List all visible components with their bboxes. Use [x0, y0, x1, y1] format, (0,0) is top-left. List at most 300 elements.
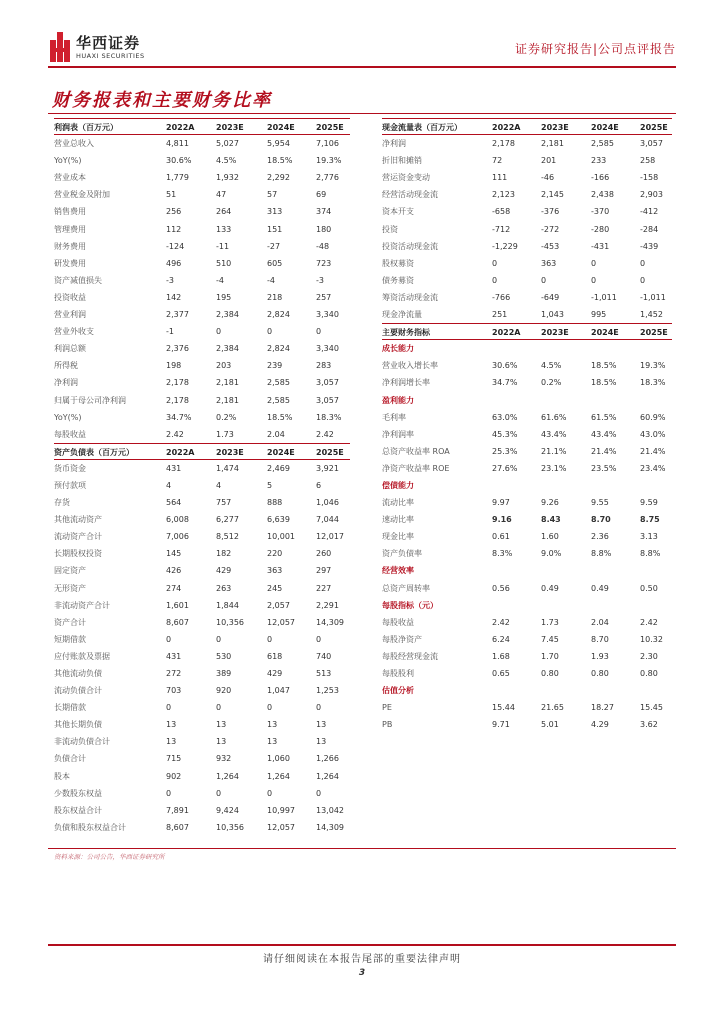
- value-cell: 3,340: [316, 344, 339, 354]
- value-cell: 4: [216, 480, 222, 490]
- row-label: 现金净流量: [382, 310, 422, 320]
- value-cell: 1,047: [267, 686, 290, 696]
- value-cell: 363: [267, 566, 283, 576]
- value-cell: 6: [316, 480, 322, 490]
- value-cell: -376: [541, 207, 560, 217]
- year-header-cell: 2025E: [316, 447, 344, 457]
- value-cell: 0: [267, 327, 273, 337]
- table-row: [382, 169, 672, 186]
- table-row: [382, 528, 672, 545]
- row-label: 研发费用: [54, 258, 86, 268]
- value-cell: 47: [216, 190, 227, 200]
- value-cell: 0: [492, 275, 498, 285]
- row-label: 营业总收入: [54, 139, 94, 149]
- value-cell: 57: [267, 190, 278, 200]
- value-cell: 257: [316, 292, 332, 302]
- value-cell: 0: [591, 258, 597, 268]
- value-cell: 605: [267, 258, 283, 268]
- value-cell: 251: [492, 310, 508, 320]
- value-cell: 10,356: [216, 822, 244, 832]
- table-row: [54, 768, 350, 785]
- table-group-row: [382, 562, 672, 579]
- row-label: 净利润: [54, 378, 78, 388]
- table-row: [54, 785, 350, 802]
- table-row: [382, 716, 672, 733]
- year-header-cell: 2023E: [541, 123, 569, 132]
- value-cell: 2.36: [591, 532, 609, 542]
- value-cell: 61.6%: [541, 412, 567, 422]
- value-cell: 227: [316, 583, 332, 593]
- table-group-row: [382, 597, 672, 614]
- value-cell: 6,277: [216, 515, 239, 525]
- row-label: 每股指标（元）: [382, 600, 438, 610]
- table-header-row: [382, 323, 672, 340]
- value-cell: 0: [267, 703, 273, 713]
- value-cell: 23.4%: [640, 463, 666, 473]
- row-label: 每股收益: [382, 617, 414, 627]
- value-cell: 4.29: [591, 720, 609, 730]
- value-cell: 0: [216, 703, 222, 713]
- value-cell: 233: [591, 156, 607, 166]
- table-header-row: [54, 443, 350, 460]
- row-label: 其他长期负债: [54, 720, 102, 730]
- value-cell: 12,057: [267, 617, 295, 627]
- table-row: [382, 255, 672, 272]
- value-cell: 0.2%: [216, 412, 237, 422]
- table-row: [382, 631, 672, 648]
- value-cell: -280: [591, 224, 610, 234]
- row-label: 负债合计: [54, 754, 86, 764]
- value-cell: 1,264: [267, 771, 290, 781]
- table-row: [382, 289, 672, 306]
- row-label: 总资产收益率 ROA: [382, 446, 450, 456]
- row-label: 销售费用: [54, 207, 86, 217]
- table-row: [382, 443, 672, 460]
- value-cell: 0: [216, 788, 222, 798]
- value-cell: 9.59: [640, 498, 658, 508]
- value-cell: -11: [216, 241, 230, 251]
- value-cell: 51: [166, 190, 177, 200]
- value-cell: 8.3%: [492, 549, 513, 559]
- table-bottom-divider: [48, 848, 676, 849]
- value-cell: 1,046: [316, 498, 339, 508]
- value-cell: 111: [492, 173, 508, 183]
- row-label: 经营活动现金流: [382, 190, 438, 200]
- value-cell: 8,607: [166, 822, 189, 832]
- value-cell: 145: [166, 549, 182, 559]
- row-label: 资产减值损失: [54, 275, 102, 285]
- value-cell: 9,424: [216, 805, 239, 815]
- value-cell: 1.68: [492, 651, 510, 661]
- value-cell: 182: [216, 549, 232, 559]
- value-cell: 274: [166, 583, 182, 593]
- value-cell: 30.6%: [166, 156, 192, 166]
- table-row: [54, 648, 350, 665]
- table-row: [54, 802, 350, 819]
- value-cell: 2.42: [166, 429, 184, 439]
- value-cell: 0.2%: [541, 378, 562, 388]
- table-row: [382, 614, 672, 631]
- value-cell: 0: [267, 634, 273, 644]
- row-label: 主要财务指标: [382, 328, 430, 338]
- value-cell: -4: [267, 275, 275, 285]
- value-cell: -1,229: [492, 241, 518, 251]
- row-label: 筹资活动现金流: [382, 292, 438, 302]
- row-label: 净利润: [382, 139, 406, 149]
- year-header-cell: 2024E: [591, 328, 619, 338]
- value-cell: 239: [267, 361, 283, 371]
- value-cell: 0: [267, 788, 273, 798]
- table-row: [54, 238, 350, 255]
- table-row: [54, 528, 350, 545]
- row-label: 管理费用: [54, 224, 86, 234]
- value-cell: 69: [316, 190, 327, 200]
- table-row: [382, 374, 672, 391]
- table-row: [382, 580, 672, 597]
- table-row: [54, 477, 350, 494]
- value-cell: 2,377: [166, 310, 189, 320]
- value-cell: 4.5%: [216, 156, 237, 166]
- table-row: [54, 580, 350, 597]
- value-cell: 264: [216, 207, 232, 217]
- table-row: [54, 716, 350, 733]
- value-cell: 8.43: [541, 515, 561, 525]
- value-cell: 0.80: [640, 669, 658, 678]
- value-cell: 14,309: [316, 822, 344, 832]
- value-cell: -1,011: [640, 292, 666, 302]
- table-row: [54, 699, 350, 716]
- table-row: [382, 221, 672, 238]
- table-row: [382, 665, 672, 682]
- value-cell: 0: [316, 788, 322, 798]
- value-cell: 7,044: [316, 515, 339, 525]
- value-cell: -27: [267, 241, 281, 251]
- year-header-cell: 2022A: [492, 123, 521, 132]
- value-cell: 389: [216, 669, 232, 678]
- row-label: 折旧和摊销: [382, 156, 422, 166]
- row-label: 净资产收益率 ROE: [382, 463, 450, 473]
- value-cell: 15.44: [492, 703, 515, 713]
- value-cell: 618: [267, 651, 283, 661]
- huaxi-logo: [48, 30, 158, 64]
- value-cell: 0: [316, 327, 322, 337]
- value-cell: 19.3%: [640, 361, 666, 371]
- value-cell: 8.8%: [640, 549, 661, 559]
- value-cell: 426: [166, 566, 182, 576]
- value-cell: 18.5%: [267, 156, 293, 166]
- page-number: 3: [358, 968, 366, 978]
- year-header-cell: 2023E: [216, 123, 244, 132]
- row-label: 存货: [54, 498, 70, 508]
- value-cell: 7,106: [316, 139, 339, 149]
- left-financial-table: [54, 118, 350, 836]
- value-cell: 0: [316, 634, 322, 644]
- value-cell: 374: [316, 207, 332, 217]
- table-row: [54, 733, 350, 750]
- value-cell: 9.16: [492, 515, 512, 525]
- value-cell: 2.42: [316, 429, 334, 439]
- table-group-row: [382, 682, 672, 699]
- value-cell: 23.1%: [541, 463, 567, 473]
- row-label: 少数股东权益: [54, 788, 102, 798]
- table-row: [382, 426, 672, 443]
- year-header-cell: 2022A: [166, 123, 195, 132]
- row-label: 预付款项: [54, 480, 86, 490]
- value-cell: 133: [216, 224, 232, 234]
- value-cell: 13: [216, 737, 227, 747]
- table-row: [54, 255, 350, 272]
- row-label: 营业税金及附加: [54, 190, 110, 200]
- table-row: [54, 614, 350, 631]
- value-cell: -48: [316, 241, 330, 251]
- value-cell: 2,291: [316, 600, 339, 610]
- row-label: 货币资金: [54, 463, 86, 473]
- value-cell: 3,057: [316, 378, 339, 388]
- value-cell: 1.60: [541, 532, 559, 542]
- row-label: 流动负债合计: [54, 686, 102, 696]
- value-cell: 4,811: [166, 139, 189, 149]
- table-row: [54, 545, 350, 562]
- value-cell: 142: [166, 292, 182, 302]
- value-cell: 258: [640, 156, 656, 166]
- value-cell: 18.5%: [591, 378, 617, 388]
- value-cell: 2,824: [267, 310, 290, 320]
- value-cell: 0.65: [492, 669, 510, 678]
- value-cell: 2,057: [267, 600, 290, 610]
- row-label: 应付账款及票据: [54, 651, 110, 661]
- row-label: 现金比率: [382, 532, 414, 542]
- row-label: YoY(%): [54, 412, 82, 422]
- value-cell: 2,376: [166, 344, 189, 354]
- right-financial-table: [382, 118, 672, 733]
- value-cell: 220: [267, 549, 283, 559]
- value-cell: 8.75: [640, 515, 660, 525]
- row-label: PE: [382, 703, 392, 713]
- table-row: [382, 409, 672, 426]
- table-row: [54, 409, 350, 426]
- table-row: [382, 238, 672, 255]
- table-row: [54, 665, 350, 682]
- value-cell: 6.24: [492, 634, 510, 644]
- table-row: [54, 511, 350, 528]
- value-cell: 218: [267, 292, 283, 302]
- value-cell: 18.3%: [316, 412, 342, 422]
- value-cell: 0.56: [492, 583, 510, 593]
- value-cell: 2,178: [166, 395, 189, 405]
- value-cell: 431: [166, 651, 182, 661]
- report-type: 证券研究报告|公司点评报告: [514, 42, 676, 56]
- value-cell: 27.6%: [492, 463, 518, 473]
- row-label: 利润总额: [54, 344, 86, 354]
- value-cell: 932: [216, 754, 232, 764]
- value-cell: 1,060: [267, 754, 290, 764]
- row-label: 流动比率: [382, 498, 414, 508]
- row-label: 营业成本: [54, 173, 86, 183]
- value-cell: -658: [492, 207, 511, 217]
- value-cell: 2,824: [267, 344, 290, 354]
- value-cell: 530: [216, 651, 232, 661]
- value-cell: 510: [216, 258, 232, 268]
- row-label: YoY(%): [54, 156, 82, 166]
- table-row: [54, 819, 350, 836]
- table-row: [382, 648, 672, 665]
- value-cell: 13,042: [316, 805, 344, 815]
- value-cell: 18.3%: [640, 378, 666, 388]
- value-cell: -166: [591, 173, 610, 183]
- value-cell: 8.70: [591, 515, 611, 525]
- value-cell: 63.0%: [492, 412, 518, 422]
- table-row: [54, 631, 350, 648]
- value-cell: 995: [591, 310, 607, 320]
- value-cell: -1: [166, 327, 174, 337]
- table-row: [382, 186, 672, 203]
- row-label: 每股股利: [382, 669, 414, 678]
- value-cell: 34.7%: [492, 378, 518, 388]
- row-label: 净利润率: [382, 429, 414, 439]
- row-label: 盈利能力: [382, 395, 414, 405]
- row-label: 营业利润: [54, 310, 86, 320]
- table-group-row: [382, 340, 672, 357]
- value-cell: 72: [492, 156, 503, 166]
- value-cell: 43.0%: [640, 429, 666, 439]
- value-cell: 1,264: [316, 771, 339, 781]
- table-row: [382, 699, 672, 716]
- legal-disclaimer: 请仔细阅读在本报告尾部的重要法律声明: [263, 954, 461, 965]
- year-header-cell: 2023E: [216, 447, 244, 457]
- row-label: 投资收益: [54, 292, 86, 302]
- value-cell: 0.49: [541, 583, 559, 593]
- table-row: [54, 750, 350, 767]
- year-header-cell: 2024E: [267, 123, 295, 132]
- value-cell: 45.3%: [492, 429, 518, 439]
- value-cell: 0.61: [492, 532, 510, 542]
- value-cell: 12,057: [267, 822, 295, 832]
- row-label: 毛利率: [382, 412, 406, 422]
- row-label: 固定资产: [54, 566, 86, 576]
- value-cell: 0: [216, 634, 222, 644]
- value-cell: 1,474: [216, 463, 239, 473]
- value-cell: 715: [166, 754, 182, 764]
- value-cell: 2.42: [640, 617, 658, 627]
- row-label: 长期借款: [54, 703, 86, 713]
- data-source: 资料来源：公司公告，华西证券研究所: [54, 853, 165, 861]
- row-label: 每股经营现金流: [382, 651, 438, 661]
- value-cell: 5: [267, 480, 273, 490]
- value-cell: 2,292: [267, 173, 290, 183]
- value-cell: 1.73: [541, 617, 559, 627]
- table-row: [54, 323, 350, 340]
- year-header-cell: 2025E: [640, 123, 668, 132]
- value-cell: 4.5%: [541, 361, 562, 371]
- year-header-cell: 2022A: [492, 328, 521, 338]
- value-cell: 297: [316, 566, 332, 576]
- value-cell: 260: [316, 549, 332, 559]
- value-cell: 1,266: [316, 754, 339, 764]
- value-cell: -124: [166, 241, 185, 251]
- value-cell: 0: [640, 275, 646, 285]
- value-cell: 1,452: [640, 310, 663, 320]
- table-row: [54, 460, 350, 477]
- value-cell: 25.3%: [492, 446, 518, 456]
- value-cell: 703: [166, 686, 182, 696]
- value-cell: 21.1%: [541, 446, 567, 456]
- value-cell: 0: [640, 258, 646, 268]
- year-header-cell: 2022A: [166, 447, 195, 457]
- value-cell: 0: [166, 788, 172, 798]
- value-cell: 2,776: [316, 173, 339, 183]
- row-label: 债务募资: [382, 275, 414, 285]
- row-label: PB: [382, 720, 393, 730]
- table-header-row: [382, 118, 672, 135]
- value-cell: -649: [541, 292, 560, 302]
- value-cell: 34.7%: [166, 412, 192, 422]
- value-cell: 0.80: [591, 669, 609, 678]
- value-cell: 363: [541, 258, 557, 268]
- value-cell: 112: [166, 224, 182, 234]
- value-cell: 2,585: [267, 395, 290, 405]
- value-cell: 203: [216, 361, 232, 371]
- value-cell: 2,585: [591, 139, 614, 149]
- row-label: 非流动资产合计: [54, 600, 110, 610]
- title-divider: [48, 113, 676, 114]
- value-cell: 9.71: [492, 720, 510, 730]
- huaxi-logo-icon: [50, 32, 70, 62]
- row-label: 营运资金变动: [382, 173, 430, 183]
- value-cell: 1.73: [216, 429, 234, 439]
- value-cell: -1,011: [591, 292, 617, 302]
- row-label: 每股收益: [54, 429, 86, 439]
- table-row: [382, 357, 672, 374]
- value-cell: -3: [316, 275, 324, 285]
- row-label: 估值分析: [382, 686, 414, 696]
- value-cell: 272: [166, 669, 182, 678]
- value-cell: 195: [216, 292, 232, 302]
- table-row: [54, 306, 350, 323]
- table-row: [54, 203, 350, 220]
- footer-divider: [48, 944, 676, 946]
- value-cell: 3.62: [640, 720, 658, 730]
- value-cell: -284: [640, 224, 659, 234]
- value-cell: 13: [216, 720, 227, 730]
- row-label: 归属于母公司净利润: [54, 395, 126, 405]
- value-cell: 8.8%: [591, 549, 612, 559]
- value-cell: 3,921: [316, 463, 339, 473]
- row-label: 长期股权投资: [54, 549, 102, 559]
- value-cell: 10,997: [267, 805, 295, 815]
- value-cell: 7,006: [166, 532, 189, 542]
- value-cell: 429: [216, 566, 232, 576]
- value-cell: 0.80: [541, 669, 559, 678]
- row-label: 流动资产合计: [54, 532, 102, 542]
- row-label: 资产合计: [54, 617, 86, 627]
- header-divider: [48, 66, 676, 68]
- value-cell: 429: [267, 669, 283, 678]
- table-row: [54, 272, 350, 289]
- value-cell: 8,512: [216, 532, 239, 542]
- value-cell: -158: [640, 173, 659, 183]
- value-cell: 1.70: [541, 651, 559, 661]
- value-cell: 0: [541, 275, 547, 285]
- value-cell: 3,057: [316, 395, 339, 405]
- table-row: [382, 135, 672, 152]
- value-cell: 0: [591, 275, 597, 285]
- table-row: [382, 494, 672, 511]
- value-cell: 14,309: [316, 617, 344, 627]
- value-cell: 151: [267, 224, 283, 234]
- table-row: [54, 562, 350, 579]
- table-header-row: [54, 118, 350, 135]
- value-cell: 757: [216, 498, 232, 508]
